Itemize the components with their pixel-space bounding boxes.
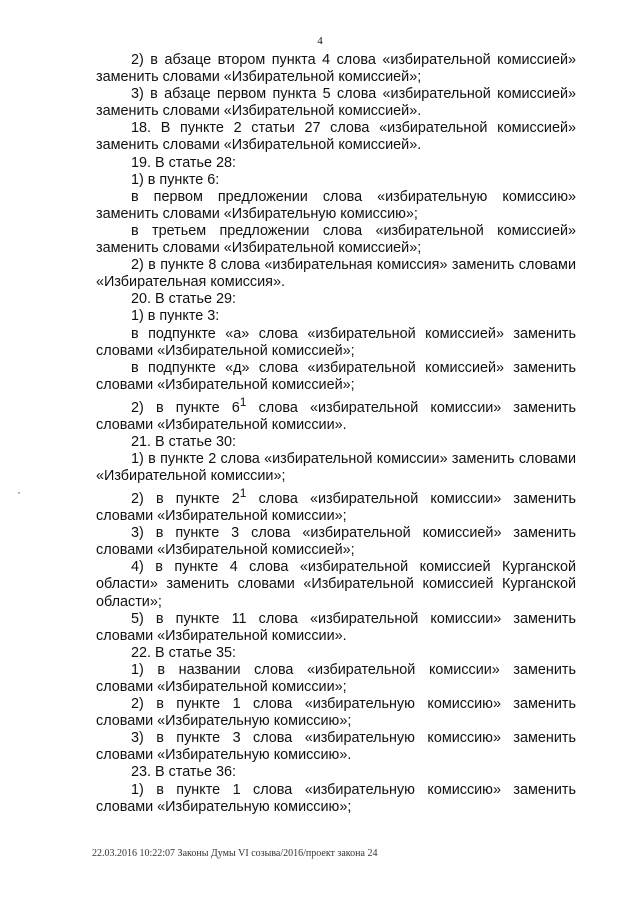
paragraph: в подпункте «д» слова «избирательной комиссией» заменить словами «Избирательной комиссией»;: [96, 359, 576, 393]
paragraph: 1) в пункте 1 слова «избирательную комиссию» заменить словами «Избирательную комиссию»;: [96, 781, 576, 815]
scan-mark: [18, 492, 20, 494]
paragraph-text: 2) в пункте 2: [131, 490, 240, 507]
section-heading: 23. В статье 36:: [131, 764, 237, 781]
paragraph: [96, 485, 576, 525]
section-heading: 19. В статье 28:: [131, 154, 237, 171]
section-heading: 20. В статье 29:: [131, 291, 237, 308]
paragraph: 3) в пункте 3 слова «избирательную комиссию» заменить словами «Избирательную комиссию».: [96, 730, 576, 764]
paragraph: 2) в пункте 8 слова «избирательная комиссия» заменить словами «Избирательная комиссия».: [96, 257, 576, 291]
paragraph-text: слова «избирательной комиссии» заменить словами «Избирательной комиссии».: [96, 399, 576, 433]
subsection-heading: 1) в пункте 3:: [131, 308, 220, 325]
paragraph: 18. В пункте 2 статьи 27 слова «избирательной комиссией» заменить словами «Избирательной комиссией».: [96, 120, 576, 154]
superscript: 1: [239, 486, 247, 501]
paragraph: в подпункте «а» слова «избирательной комиссией» заменить словами «Избирательной комиссией»;: [96, 325, 576, 359]
superscript: 1: [239, 394, 247, 409]
document-body: [96, 52, 576, 816]
page-number: 4: [317, 35, 323, 47]
paragraph: 3) в абзаце первом пункта 5 слова «избирательной комиссией» заменить словами «Избирательной комиссией».: [96, 86, 576, 120]
paragraph-text: слова «избирательной комиссии» заменить словами «Избирательной комиссии»;: [96, 490, 576, 525]
paragraph: 3) в пункте 3 слова «избирательной комиссией» заменить словами «Избирательной комиссией»;: [96, 525, 576, 559]
subsection-heading: 1) в пункте 6:: [131, 171, 220, 188]
paragraph: в третьем предложении слова «избирательной комиссией» заменить словами «Избирательной комиссией»;: [96, 222, 576, 257]
paragraph: 1) в пункте 2 слова «избирательной комиссии» заменить словами «Избирательной комиссии»;: [96, 450, 576, 485]
paragraph: [96, 394, 576, 434]
paragraph: 1) в названии слова «избирательной комиссии» заменить словами «Избирательной комиссии»;: [96, 661, 576, 695]
section-heading: 22. В статье 35:: [131, 644, 237, 661]
paragraph: 5) в пункте 11 слова «избирательной комиссии» заменить словами «Избирательной комиссии».: [96, 610, 576, 644]
section-heading: 21. В статье 30:: [131, 433, 237, 450]
paragraph: 2) в пункте 1 слова «избирательную комиссию» заменить словами «Избирательную комиссию»;: [96, 696, 576, 730]
paragraph: 2) в абзаце втором пункта 4 слова «избирательной комиссией» заменить словами «Избирательной комиссией»;: [96, 52, 576, 86]
paragraph: 4) в пункте 4 слова «избирательной комиссией Курганской области» заменить словами «Избирательной комиссией Курганской области»;: [96, 559, 576, 610]
paragraph-text: 2) в пункте 6: [131, 399, 240, 416]
paragraph: в первом предложении слова «избирательную комиссию» заменить словами «Избирательную комиссию»;: [96, 188, 576, 222]
page-footer: 22.03.2016 10:22:07 Законы Думы VI созыва/2016/проект закона 24: [92, 848, 378, 859]
